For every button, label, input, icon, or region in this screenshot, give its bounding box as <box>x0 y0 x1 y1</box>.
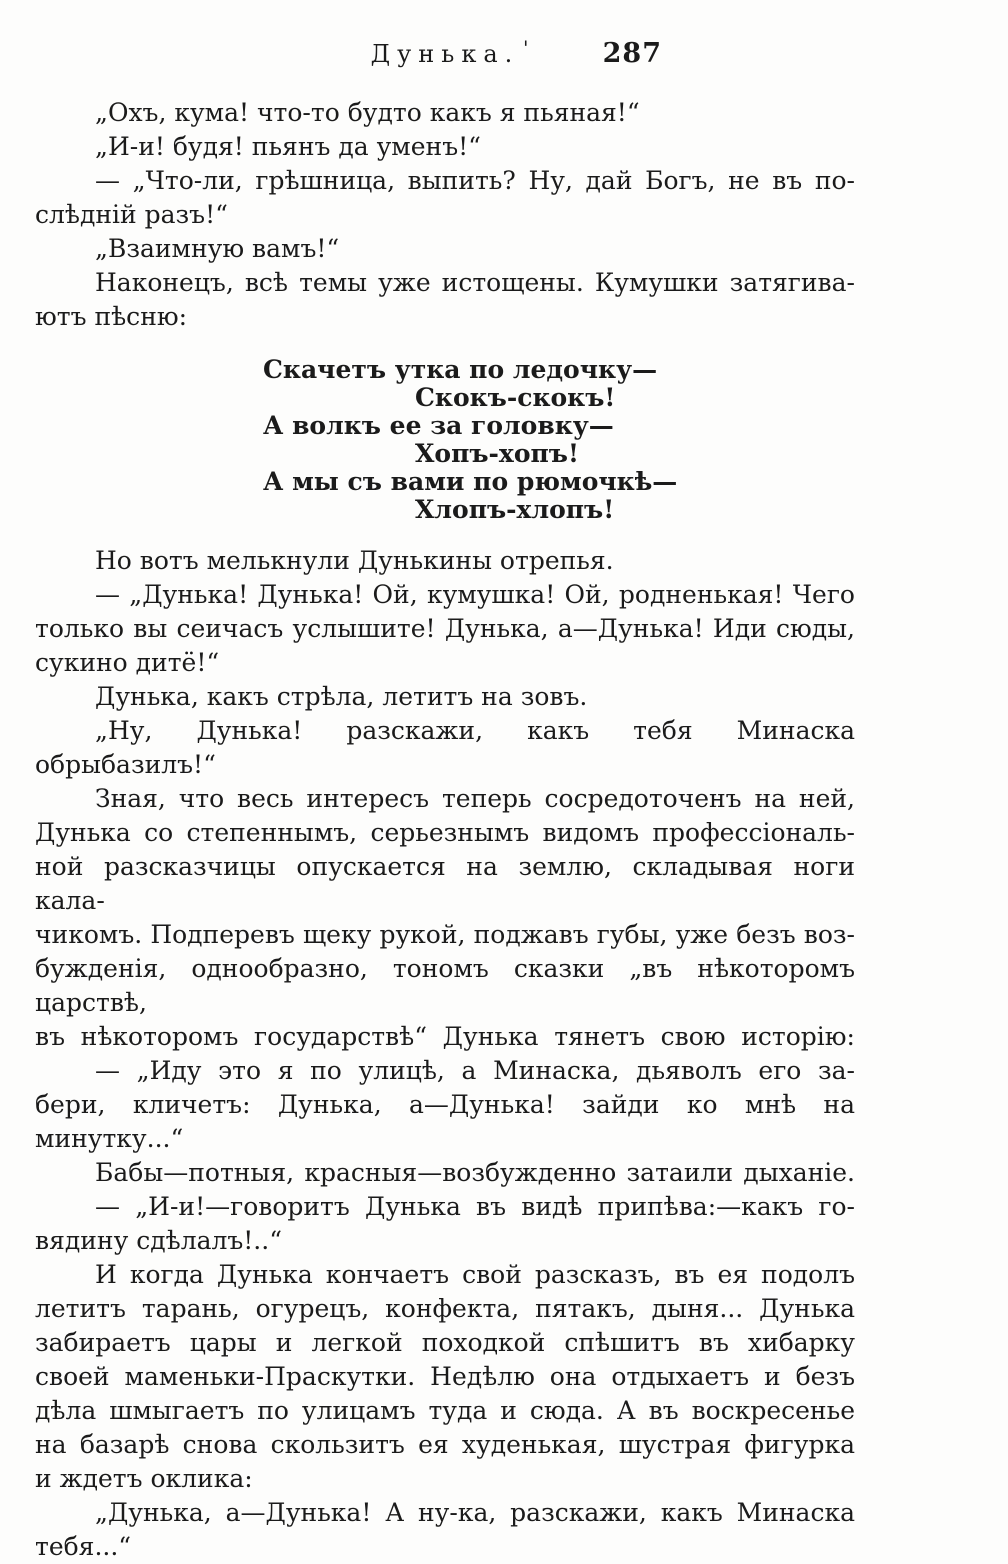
page-title: Дунька. <box>370 40 520 68</box>
text-line: вядину сдѣлалъ!..“ <box>35 1226 282 1255</box>
verse-line: А волкъ ее за головку— <box>263 411 614 440</box>
print-artifact: ' <box>523 36 529 60</box>
text-line: „Взаимную вамъ!“ <box>95 234 340 263</box>
text-line: — „И-и!—говоритъ Дунька въ видѣ припѣва:—какъ го- <box>95 1192 855 1221</box>
text-line: „И-и! будя! пьянъ да уменъ!“ <box>95 132 481 161</box>
running-header <box>35 36 855 76</box>
text-line: тебя...“ <box>35 1532 132 1561</box>
text-line: „Дунька, а—Дунька! А ну-ка, разскажи, какъ Минаска <box>95 1498 855 1527</box>
text-line: — „Что-ли, грѣшница, выпить? Ну, дай Богъ, не въ по- <box>95 166 855 195</box>
page-number: 287 <box>602 38 662 69</box>
text-line: на базарѣ снова скользитъ ея худенькая, шустрая фигурка <box>35 1430 855 1459</box>
text-line: забираетъ цары и легкой походкой спѣшитъ въ хибарку <box>35 1328 855 1357</box>
text-line: Дунька со степеннымъ, серьезнымъ видомъ профессіональ- <box>35 818 855 847</box>
text-line: летитъ тарань, огурецъ, конфекта, пятакъ, дыня... Дунька <box>35 1294 855 1323</box>
text-line: и ждетъ оклика: <box>35 1464 253 1493</box>
verse-line: Скачетъ утка по ледочку— <box>263 355 658 384</box>
text-line: слѣдній разъ!“ <box>35 200 228 229</box>
text-line: „Ну, Дунька! разскажи, какъ тебя Минаска обрыбазилъ!“ <box>35 716 855 779</box>
text-line: бужденія, однообразно, тономъ сказки „въ нѣкоторомъ царствѣ, <box>35 954 855 1017</box>
text-line: Наконецъ, всѣ темы уже истощены. Кумушки затягива- <box>95 268 855 297</box>
text-line: чикомъ. Подперевъ щеку рукой, поджавъ губы, уже безъ воз- <box>35 920 855 949</box>
text-line: — „Дунька! Дунька! Ой, кумушка! Ой, родненькая! Чего <box>95 580 855 609</box>
text-line: И когда Дунька кончаетъ свой разсказъ, въ ея подолъ <box>95 1260 855 1289</box>
text-line: бери, кличетъ: Дунька, а—Дунька! зайди ко мнѣ на минутку...“ <box>35 1090 855 1153</box>
text-line: Но вотъ мелькнули Дунькины отрепья. <box>95 546 614 575</box>
body-text <box>35 96 855 1564</box>
text-line: сукино дитё!“ <box>35 648 220 677</box>
verse-line: А мы съ вами по рюмочкѣ— <box>263 467 678 496</box>
verse-line: Скокъ-скокъ! <box>415 383 616 412</box>
verse-line: Хлопъ-хлопъ! <box>415 495 615 524</box>
text-line: ютъ пѣсню: <box>35 302 188 331</box>
text-line: Бабы—потныя, красныя—возбужденно затаили дыханіе. <box>95 1158 855 1187</box>
text-line: Зная, что весь интересъ теперь сосредоточенъ на ней, <box>95 784 855 813</box>
text-line: — „Иду это я по улицѣ, а Минаска, дьяволъ его за- <box>95 1056 855 1085</box>
paragraphs-after-verse <box>35 544 855 1564</box>
text-line: Дунька, какъ стрѣла, летитъ на зовъ. <box>95 682 588 711</box>
verse-line: Хопъ-хопъ! <box>415 439 579 468</box>
text-line: ной разсказчицы опускается на землю, складывая ноги кала- <box>35 852 855 915</box>
text-line: своей маменьки-Праскутки. Недѣлю она отдыхаетъ и безъ <box>35 1362 855 1391</box>
paragraphs-before-verse <box>35 96 855 334</box>
song-verse <box>263 356 855 524</box>
text-line: въ нѣкоторомъ государствѣ“ Дунька тянетъ свою исторію: <box>35 1022 855 1051</box>
text-line: „Охъ, кума! что-то будто какъ я пьяная!“ <box>95 98 640 127</box>
text-line: дѣла шмыгаетъ по улицамъ туда и сюда. А въ воскресенье <box>35 1396 855 1425</box>
text-line: только вы сеичасъ услышите! Дунька, а—Дунька! Иди сюды, <box>35 614 855 643</box>
